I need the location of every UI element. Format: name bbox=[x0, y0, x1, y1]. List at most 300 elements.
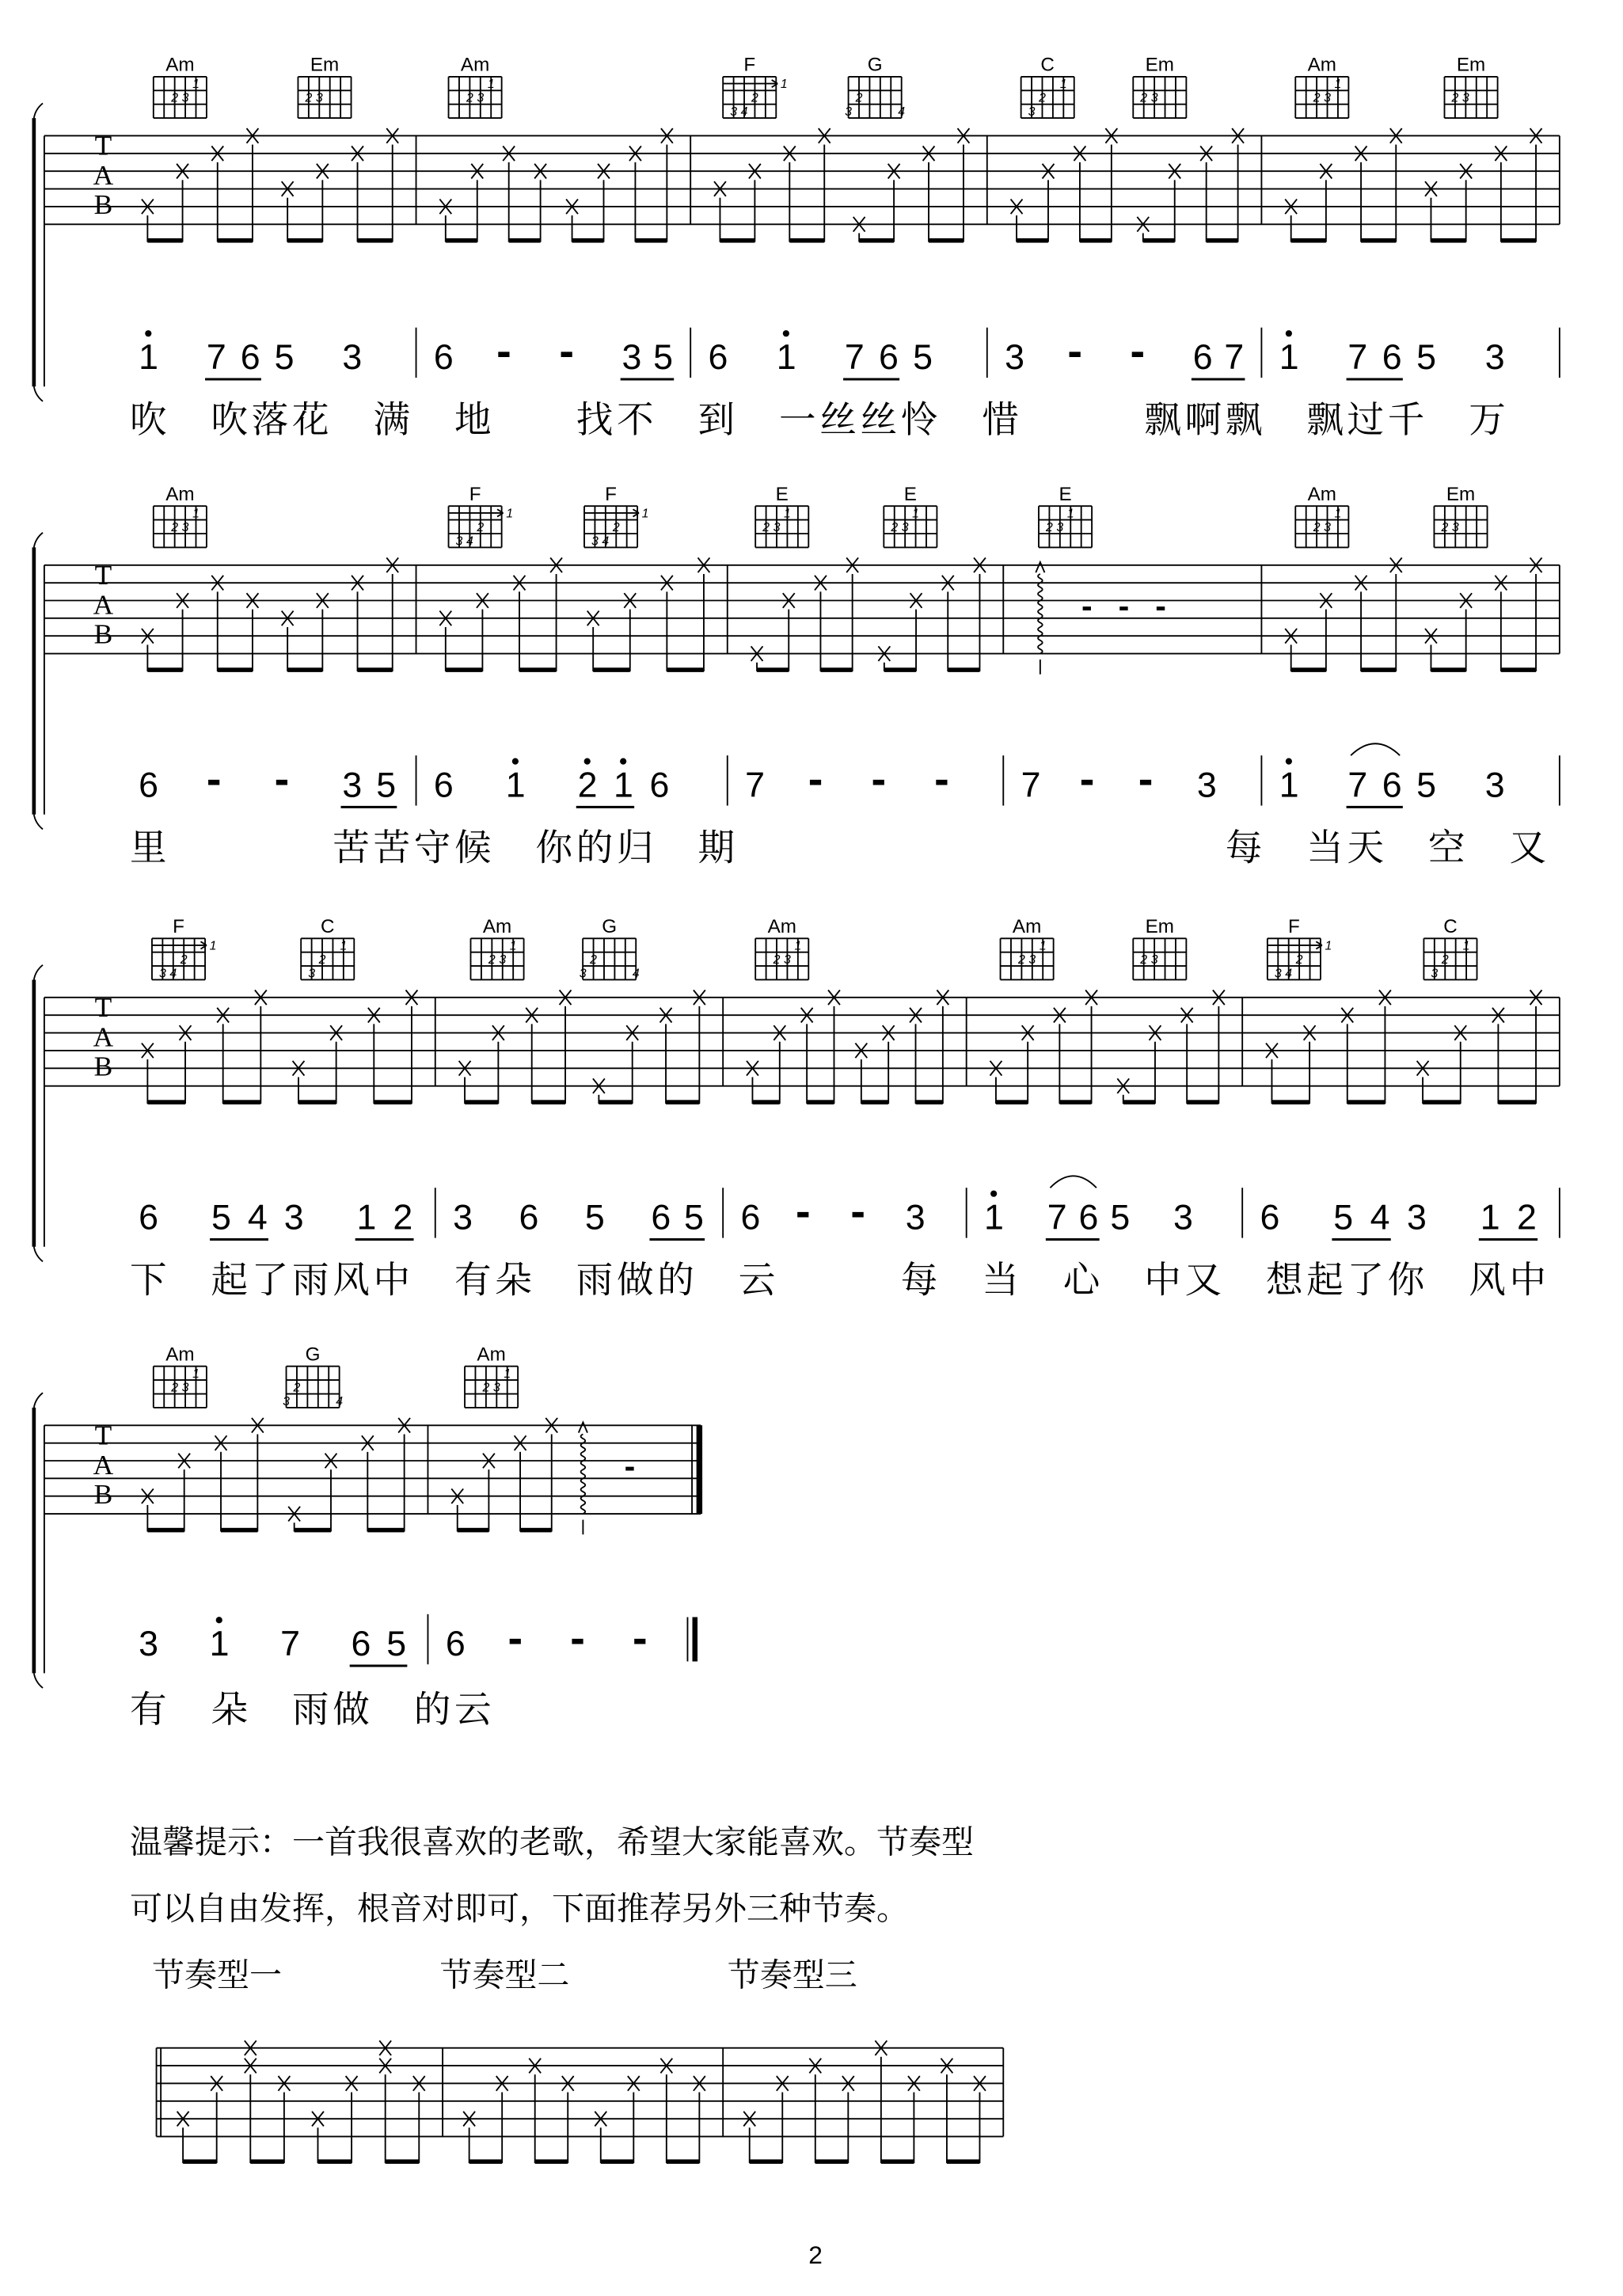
tab-clef-letter: B bbox=[93, 1478, 113, 1511]
jianpu-note: 1 bbox=[984, 1198, 1004, 1237]
tab-clef-letter: T bbox=[94, 129, 112, 162]
finger-number: 4 bbox=[1285, 967, 1293, 981]
jianpu-note: 1 bbox=[1279, 766, 1299, 805]
tab-clef-letter: A bbox=[93, 1021, 114, 1053]
lyric-char: 雨 bbox=[576, 1260, 614, 1302]
eighth-beam bbox=[1291, 238, 1326, 243]
chord-diagram-e bbox=[884, 484, 937, 548]
lyric-char: 守 bbox=[413, 827, 451, 869]
lyric-char: 朵 bbox=[211, 1689, 249, 1731]
finger-number: 1 bbox=[1334, 78, 1342, 92]
lyric-char: 风 bbox=[333, 1260, 370, 1302]
eighth-beam bbox=[859, 238, 894, 243]
jianpu-note: 6 bbox=[1382, 337, 1402, 377]
eighth-beam bbox=[298, 1100, 336, 1104]
measure bbox=[446, 1344, 648, 1663]
eighth-beam bbox=[465, 1100, 498, 1104]
finger-number: 1 bbox=[1039, 939, 1047, 953]
jianpu-note: 6 bbox=[708, 337, 728, 377]
eighth-beam bbox=[572, 238, 604, 243]
eighth-beam bbox=[720, 238, 754, 243]
lyric-char: 有 bbox=[454, 1260, 492, 1302]
finger-number: 2 bbox=[477, 520, 485, 534]
high-octave-dot bbox=[990, 1191, 997, 1197]
eighth-beam bbox=[1501, 238, 1536, 243]
rest-dash: - bbox=[624, 1447, 636, 1484]
jianpu-note: 5 bbox=[684, 1198, 704, 1237]
lyrics-line bbox=[130, 1260, 1546, 1302]
eighth-beam bbox=[509, 238, 541, 243]
finger-number: 1 bbox=[1059, 78, 1067, 92]
eighth-beam bbox=[458, 1528, 489, 1533]
finger-number: 4 bbox=[632, 967, 640, 981]
lyric-char: 丝 bbox=[860, 400, 898, 442]
finger-number: 3 bbox=[579, 967, 587, 981]
eighth-beam bbox=[295, 1528, 331, 1533]
lyric-char: 归 bbox=[617, 827, 654, 869]
system-bracket-curl bbox=[34, 386, 43, 401]
finger-number: 3 bbox=[315, 91, 323, 105]
chord-name: C bbox=[320, 915, 335, 937]
high-octave-dot bbox=[783, 330, 789, 336]
eighth-beam bbox=[287, 238, 322, 243]
rhythm-measure bbox=[743, 2040, 986, 2164]
lyric-char: 地 bbox=[454, 400, 492, 442]
lyric-char: 云 bbox=[454, 1689, 492, 1731]
finger-number: 3 bbox=[901, 520, 909, 534]
tab-clef-letter: B bbox=[93, 188, 113, 221]
jianpu-note: 5 bbox=[913, 337, 933, 377]
barre-finger-label: 1 bbox=[1325, 939, 1332, 953]
finger-number: 2 bbox=[1313, 520, 1321, 534]
finger-number: 2 bbox=[751, 91, 758, 105]
eighth-beam bbox=[884, 667, 916, 672]
measure bbox=[139, 916, 417, 1240]
eighth-beam bbox=[218, 238, 253, 243]
jianpu-note: 6 bbox=[1192, 337, 1213, 377]
chord-diagram-am bbox=[755, 916, 808, 980]
tab-clef-letter: T bbox=[94, 1419, 112, 1451]
chord-diagram-am bbox=[154, 1344, 207, 1408]
jianpu-dash: - bbox=[559, 325, 574, 376]
eighth-beam bbox=[147, 667, 182, 672]
chord-diagram-c bbox=[1021, 54, 1074, 119]
system-2 bbox=[34, 484, 1560, 869]
lyric-char: 当 bbox=[1306, 827, 1344, 869]
chord-diagram-g bbox=[580, 916, 640, 981]
finger-number: 3 bbox=[1028, 952, 1036, 967]
jianpu-dash: - bbox=[850, 1185, 866, 1236]
jianpu-note: 1 bbox=[139, 337, 159, 377]
chord-diagram-g bbox=[845, 54, 905, 119]
lyrics-line bbox=[130, 828, 1546, 869]
finger-number: 3 bbox=[1274, 967, 1282, 981]
lyric-char: 候 bbox=[454, 827, 492, 869]
jianpu-note: 6 bbox=[651, 1198, 671, 1237]
jianpu-note: 2 bbox=[1517, 1198, 1537, 1237]
chord-name: F bbox=[173, 915, 184, 937]
finger-number: 1 bbox=[487, 78, 495, 92]
chord-name: Am bbox=[460, 54, 490, 76]
arpeggio-icon bbox=[581, 1434, 586, 1514]
jianpu-note: 5 bbox=[1333, 1198, 1354, 1237]
chord-name: Em bbox=[310, 54, 340, 76]
chord-diagram-g bbox=[283, 1344, 343, 1408]
system-bracket-curl bbox=[34, 965, 43, 980]
finger-number: 2 bbox=[293, 1381, 301, 1395]
lyric-char: 万 bbox=[1469, 400, 1506, 442]
eighth-beam bbox=[1361, 238, 1396, 243]
eighth-beam bbox=[374, 1100, 412, 1104]
lyric-char: 你 bbox=[535, 827, 573, 869]
jianpu-dash: - bbox=[871, 753, 887, 804]
arpeggio-icon bbox=[1038, 574, 1043, 654]
measure bbox=[984, 916, 1225, 1240]
jianpu-note: 6 bbox=[351, 1625, 371, 1664]
finger-number: 3 bbox=[283, 1394, 290, 1408]
jianpu-note: 7 bbox=[1047, 1198, 1067, 1237]
finger-number: 2 bbox=[171, 1381, 179, 1395]
measure bbox=[709, 54, 970, 379]
chord-diagram-em bbox=[1434, 484, 1487, 548]
eighth-beam bbox=[601, 2159, 634, 2164]
eighth-beam bbox=[358, 238, 393, 243]
eighth-beam bbox=[593, 667, 630, 672]
jianpu-note: 5 bbox=[386, 1625, 407, 1664]
chord-name: Em bbox=[1145, 54, 1174, 76]
eighth-beam bbox=[218, 667, 253, 672]
chord-name: G bbox=[602, 915, 618, 937]
finger-number: 2 bbox=[1140, 91, 1148, 105]
tab-clef-letter: A bbox=[93, 1448, 114, 1481]
lyric-char: 做 bbox=[333, 1689, 370, 1731]
eighth-beam bbox=[1059, 1100, 1091, 1104]
chord-name: Am bbox=[1307, 483, 1336, 505]
measure bbox=[453, 916, 705, 1240]
chord-name: G bbox=[305, 1344, 321, 1366]
lyric-char: 的 bbox=[657, 1260, 694, 1302]
jianpu-note: 3 bbox=[621, 337, 642, 377]
jianpu-dash: - bbox=[274, 753, 290, 804]
finger-number: 3 bbox=[158, 967, 166, 981]
jianpu-note: 1 bbox=[1480, 1198, 1500, 1237]
lyric-char: 吹 bbox=[130, 400, 167, 442]
measure bbox=[139, 484, 398, 808]
jianpu-note: 6 bbox=[433, 337, 454, 377]
finger-number: 3 bbox=[477, 91, 485, 105]
finger-number: 1 bbox=[1462, 939, 1470, 953]
eighth-beam bbox=[1017, 238, 1048, 243]
chord-diagram-am bbox=[1295, 54, 1348, 118]
slur-arc bbox=[1351, 743, 1400, 755]
jianpu-note: 6 bbox=[519, 1198, 539, 1237]
system-1 bbox=[34, 54, 1560, 441]
eighth-beam bbox=[446, 238, 477, 243]
eighth-beam bbox=[469, 2159, 503, 2164]
finger-number: 1 bbox=[192, 78, 200, 92]
eighth-beam bbox=[881, 2159, 914, 2164]
lyric-char: 期 bbox=[697, 827, 735, 869]
lyric-char: 怜 bbox=[900, 400, 938, 442]
system-bracket-curl bbox=[34, 1247, 43, 1262]
tab-clef-letter: B bbox=[93, 618, 113, 650]
chord-diagram-am bbox=[154, 54, 207, 118]
high-octave-dot bbox=[1286, 330, 1292, 336]
jianpu-note: 5 bbox=[584, 1198, 605, 1237]
chord-diagram-em bbox=[1445, 54, 1498, 118]
rhythm-label-3: 节奏型三 bbox=[727, 1956, 857, 1994]
jianpu-note: 2 bbox=[577, 766, 598, 805]
eighth-beam bbox=[752, 1100, 779, 1104]
jianpu-dash: - bbox=[507, 1612, 523, 1663]
rest-dash: - bbox=[1118, 587, 1130, 625]
finger-number: 3 bbox=[181, 91, 189, 105]
eighth-beam bbox=[666, 1100, 699, 1104]
finger-number: 2 bbox=[1140, 952, 1148, 967]
tab-clef-letter: B bbox=[93, 1050, 113, 1082]
jianpu-note: 3 bbox=[1005, 337, 1025, 377]
eighth-beam bbox=[535, 2159, 568, 2164]
chord-name: Am bbox=[482, 915, 512, 937]
finger-number: 2 bbox=[1451, 91, 1459, 105]
eighth-beam bbox=[757, 667, 789, 672]
rest-dash: - bbox=[1155, 587, 1166, 625]
chord-name: Am bbox=[1012, 915, 1042, 937]
finger-number: 2 bbox=[855, 91, 863, 105]
finger-number: 2 bbox=[180, 952, 188, 967]
jianpu-note: 7 bbox=[1347, 766, 1368, 805]
eighth-beam bbox=[1501, 667, 1536, 672]
chord-diagram-em bbox=[1133, 54, 1186, 118]
measure bbox=[139, 54, 398, 379]
eighth-beam bbox=[1423, 1100, 1461, 1104]
jianpu-dash: - bbox=[206, 753, 222, 804]
rhythm-pattern-staff bbox=[157, 2040, 1004, 2164]
jianpu-note: 1 bbox=[505, 766, 526, 805]
finger-number: 3 bbox=[591, 534, 599, 549]
chord-diagram-am bbox=[471, 916, 524, 980]
barre-finger-label: 1 bbox=[780, 78, 788, 92]
lyric-char: 到 bbox=[697, 400, 735, 442]
lyric-char: 丝 bbox=[819, 400, 857, 442]
finger-number: 4 bbox=[898, 105, 906, 119]
chord-diagram-am bbox=[154, 484, 207, 548]
barre-finger-label: 1 bbox=[209, 939, 217, 953]
finger-number: 1 bbox=[509, 939, 517, 953]
system-4 bbox=[34, 1344, 701, 1731]
chord-name: Am bbox=[165, 54, 195, 76]
finger-number: 3 bbox=[1150, 952, 1158, 967]
chord-name: Em bbox=[1456, 54, 1486, 76]
jianpu-note: 3 bbox=[1196, 766, 1217, 805]
jianpu-dash: - bbox=[1130, 325, 1146, 376]
jianpu-note: 1 bbox=[209, 1625, 230, 1664]
high-octave-dot bbox=[216, 1617, 222, 1623]
finger-number: 1 bbox=[784, 507, 791, 521]
finger-number: 3 bbox=[1028, 105, 1036, 119]
jianpu-note: 3 bbox=[283, 1198, 304, 1237]
jianpu-note: 5 bbox=[211, 1198, 231, 1237]
lyric-char: 吹 bbox=[211, 400, 249, 442]
finger-number: 1 bbox=[192, 507, 200, 521]
measure bbox=[1279, 54, 1542, 379]
lyric-char: 花 bbox=[292, 400, 329, 442]
chord-name: C bbox=[1443, 915, 1458, 937]
eighth-beam bbox=[947, 2159, 980, 2164]
barre-finger-label: 1 bbox=[641, 507, 649, 521]
finger-number: 2 bbox=[1039, 91, 1046, 105]
eighth-beam bbox=[520, 1528, 552, 1533]
chord-name: E bbox=[1059, 483, 1072, 505]
jianpu-dash: - bbox=[934, 753, 949, 804]
rest-dash: - bbox=[1081, 587, 1093, 625]
finger-number: 2 bbox=[1441, 520, 1449, 534]
slur-arc bbox=[1050, 1176, 1096, 1188]
eighth-beam bbox=[948, 667, 979, 672]
chord-diagram-c bbox=[301, 916, 354, 981]
jianpu-note: 7 bbox=[206, 337, 226, 377]
chord-name: E bbox=[903, 483, 917, 505]
rhythm-measure bbox=[463, 2058, 705, 2164]
eighth-beam bbox=[1431, 667, 1465, 672]
finger-number: 3 bbox=[845, 105, 852, 119]
eighth-beam bbox=[807, 1100, 834, 1104]
jianpu-note: 7 bbox=[1224, 337, 1245, 377]
lyric-char: 中 bbox=[1144, 1260, 1181, 1302]
lyric-char: 朵 bbox=[495, 1260, 532, 1302]
lyric-char: 过 bbox=[1347, 400, 1385, 442]
jianpu-note: 6 bbox=[139, 1198, 159, 1237]
finger-number: 4 bbox=[602, 534, 610, 549]
jianpu-note: 7 bbox=[745, 766, 766, 805]
lyrics-line bbox=[130, 1690, 492, 1731]
chord-name: F bbox=[605, 483, 617, 505]
tip-text-line-2: 可以自由发挥，根音对即可，下面推荐另外三种节奏。 bbox=[130, 1890, 910, 1927]
system-bracket-curl bbox=[34, 815, 43, 830]
finger-number: 1 bbox=[504, 1367, 511, 1382]
finger-number: 2 bbox=[590, 952, 597, 967]
jianpu-note: 4 bbox=[247, 1198, 268, 1237]
measure bbox=[1021, 484, 1217, 805]
finger-number: 2 bbox=[318, 952, 326, 967]
lyric-char: 苦 bbox=[333, 827, 370, 869]
chord-name: C bbox=[1040, 54, 1055, 76]
finger-number: 4 bbox=[466, 534, 473, 549]
rhythm-measure bbox=[177, 2040, 425, 2164]
eighth-beam bbox=[1361, 667, 1396, 672]
high-octave-dot bbox=[512, 758, 519, 765]
eighth-beam bbox=[532, 1100, 565, 1104]
measure bbox=[745, 484, 986, 805]
lyric-char: 惜 bbox=[982, 400, 1019, 442]
finger-number: 2 bbox=[305, 91, 313, 105]
lyric-char: 中 bbox=[1509, 1260, 1547, 1302]
tip-text-line-1: 温馨提示：一首我很喜欢的老歌，希望大家能喜欢。节奏型 bbox=[130, 1823, 975, 1861]
lyric-char: 起 bbox=[1306, 1260, 1344, 1302]
eighth-beam bbox=[1347, 1100, 1385, 1104]
jianpu-dash: - bbox=[1079, 753, 1095, 804]
lyric-char: 心 bbox=[1062, 1260, 1100, 1302]
eighth-beam bbox=[789, 238, 824, 243]
eighth-beam bbox=[287, 667, 322, 672]
finger-number: 3 bbox=[308, 967, 316, 981]
jianpu-note: 3 bbox=[139, 1625, 159, 1664]
measure bbox=[434, 54, 674, 379]
eighth-beam bbox=[1431, 238, 1465, 243]
eighth-beam bbox=[635, 238, 667, 243]
eighth-beam bbox=[1143, 238, 1175, 243]
measure bbox=[1005, 54, 1245, 379]
lyric-char: 雨 bbox=[292, 1260, 329, 1302]
jianpu-note: 1 bbox=[614, 766, 633, 805]
lyric-char: 下 bbox=[130, 1260, 167, 1302]
lyric-char: 每 bbox=[900, 1260, 938, 1302]
lyric-char: 了 bbox=[251, 1260, 289, 1302]
lyric-char: 飘 bbox=[1225, 400, 1263, 442]
eighth-beam bbox=[223, 1100, 261, 1104]
finger-number: 1 bbox=[912, 507, 919, 521]
finger-number: 3 bbox=[1150, 91, 1158, 105]
jianpu-note: 6 bbox=[1260, 1198, 1280, 1237]
eighth-beam bbox=[317, 2159, 352, 2164]
high-octave-dot bbox=[145, 330, 151, 336]
finger-number: 2 bbox=[171, 91, 179, 105]
barre-finger-label: 1 bbox=[506, 507, 514, 521]
finger-number: 2 bbox=[1017, 952, 1025, 967]
jianpu-note: 3 bbox=[1484, 766, 1505, 805]
jianpu-note: 3 bbox=[1406, 1198, 1427, 1237]
finger-number: 3 bbox=[1324, 91, 1331, 105]
finger-number: 4 bbox=[169, 967, 177, 981]
chord-name: Am bbox=[165, 1344, 195, 1366]
lyric-char: 又 bbox=[1184, 1260, 1222, 1302]
jianpu-note: 3 bbox=[453, 1198, 473, 1237]
eighth-beam bbox=[446, 667, 483, 672]
finger-number: 4 bbox=[740, 105, 748, 119]
lyric-char: 一 bbox=[779, 400, 816, 442]
chord-diagram-f bbox=[449, 484, 513, 549]
jianpu-note: 5 bbox=[1416, 766, 1436, 805]
jianpu-note: 7 bbox=[1021, 766, 1041, 805]
jianpu-note: 7 bbox=[1347, 337, 1368, 377]
chord-name: F bbox=[1288, 915, 1300, 937]
measure bbox=[1279, 484, 1542, 808]
lyric-char: 中 bbox=[373, 1260, 411, 1302]
jianpu-note: 3 bbox=[1173, 1198, 1193, 1237]
jianpu-note: 6 bbox=[740, 1198, 761, 1237]
chord-diagram-em bbox=[1133, 916, 1186, 980]
rhythm-label-2: 节奏型二 bbox=[439, 1956, 570, 1994]
finger-number: 3 bbox=[1451, 520, 1459, 534]
tab-clef-letter: T bbox=[94, 991, 112, 1024]
chord-diagram-f bbox=[152, 916, 216, 981]
eighth-beam bbox=[147, 1528, 184, 1533]
lyric-char: 风 bbox=[1469, 1260, 1506, 1302]
finger-number: 3 bbox=[499, 952, 507, 967]
finger-number: 2 bbox=[1441, 952, 1449, 967]
chord-diagram-c bbox=[1423, 916, 1477, 981]
eighth-beam bbox=[667, 667, 704, 672]
high-octave-dot bbox=[584, 758, 591, 765]
chord-diagram-f bbox=[584, 484, 648, 549]
chord-diagram-am bbox=[1001, 916, 1054, 980]
tab-clef-letter: A bbox=[93, 158, 114, 191]
lyric-char: 苦 bbox=[373, 827, 411, 869]
jianpu-note: 7 bbox=[280, 1625, 300, 1664]
chord-diagram-am bbox=[465, 1344, 518, 1408]
jianpu-note: 5 bbox=[274, 337, 295, 377]
chord-name: F bbox=[743, 54, 756, 76]
